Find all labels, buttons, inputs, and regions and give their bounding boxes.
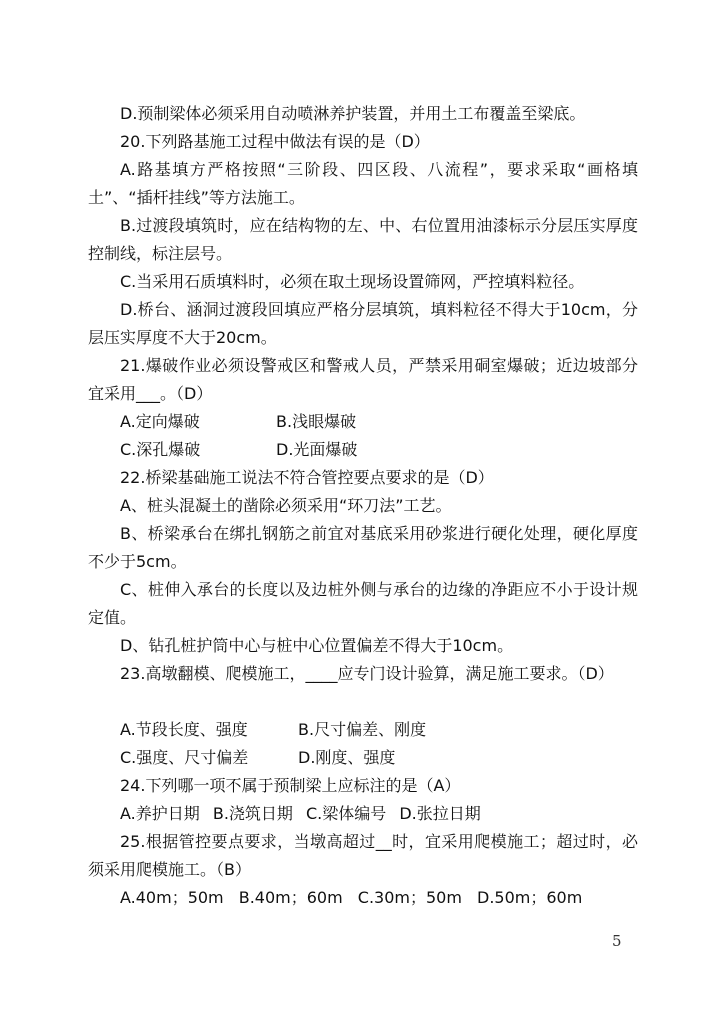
question-24-options: A.养护日期 B.浇筑日期 C.梁体编号 D.张拉日期 — [120, 804, 481, 823]
option-line: C、桩伸入承台的长度以及边桩外侧与承台的边缘的净距应不小于设计规定值。 — [88, 580, 638, 627]
question-21: 21.爆破作业必须设警戒区和警戒人员，严禁采用硐室爆破；近边坡部分宜采用___。（D） — [88, 356, 638, 403]
question-20: 20.下列路基施工过程中做法有误的是（D） — [120, 132, 430, 151]
option-c: C.强度、尺寸偏差 — [120, 748, 249, 767]
option-line: B、桥梁承台在绑扎钢筋之前宜对基底采用砂浆进行硬化处理，硬化厚度不少于5cm。 — [88, 524, 638, 571]
question-21-options-row-2 — [120, 436, 357, 464]
option-line: A.路基填方严格按照“三阶段、四区段、八流程”，要求采取“画格填土”、“插杆挂线”等方法施工。 — [88, 160, 638, 207]
option-line: D.预制梁体必须采用自动喷淋养护装置，并用土工布覆盖至梁底。 — [120, 104, 586, 123]
question-23-options-row-1 — [120, 716, 426, 744]
option-line: A、桩头混凝土的凿除必须采用“环刀法”工艺。 — [120, 496, 452, 515]
option-b: B.浅眼爆破 — [276, 412, 357, 431]
question-22: 22.桥梁基础施工说法不符合管控要点要求的是（D） — [120, 468, 494, 487]
question-24: 24.下列哪一项不属于预制梁上应标注的是（A） — [120, 776, 461, 795]
question-25: 25.根据管控要点要求，当墩高超过__时，宜采用爬模施工；超过时，必须采用爬模施工。（B） — [88, 832, 638, 879]
option-b: B.尺寸偏差、刚度 — [298, 720, 427, 739]
option-d: D.光面爆破 — [276, 440, 358, 459]
question-23-options-row-2 — [120, 744, 395, 772]
option-c: C.深孔爆破 — [120, 440, 201, 459]
question-23: 23.高墩翻模、爬模施工，____应专门设计验算，满足施工要求。（D） — [120, 664, 614, 683]
option-line: D.桥台、涵洞过渡段回填应严格分层填筑，填料粒径不得大于10cm，分层压实厚度不大于20cm。 — [88, 300, 638, 347]
option-d: D.刚度、强度 — [298, 748, 396, 767]
page-number: 5 — [612, 932, 622, 950]
question-21-options-row-1 — [120, 408, 356, 436]
option-a: A.定向爆破 — [120, 412, 200, 431]
option-line: B.过渡段填筑时，应在结构物的左、中、右位置用油漆标示分层压实厚度控制线，标注层号。 — [88, 216, 638, 263]
option-line: D、钻孔桩护筒中心与桩中心位置偏差不得大于10cm。 — [120, 636, 514, 655]
option-a: A.节段长度、强度 — [120, 720, 248, 739]
question-25-options: A.40m；50m B.40m；60m C.30m；50m D.50m；60m — [120, 888, 583, 907]
option-line: C.当采用石质填料时，必须在取土现场设置筛网，严控填料粒径。 — [120, 272, 585, 291]
